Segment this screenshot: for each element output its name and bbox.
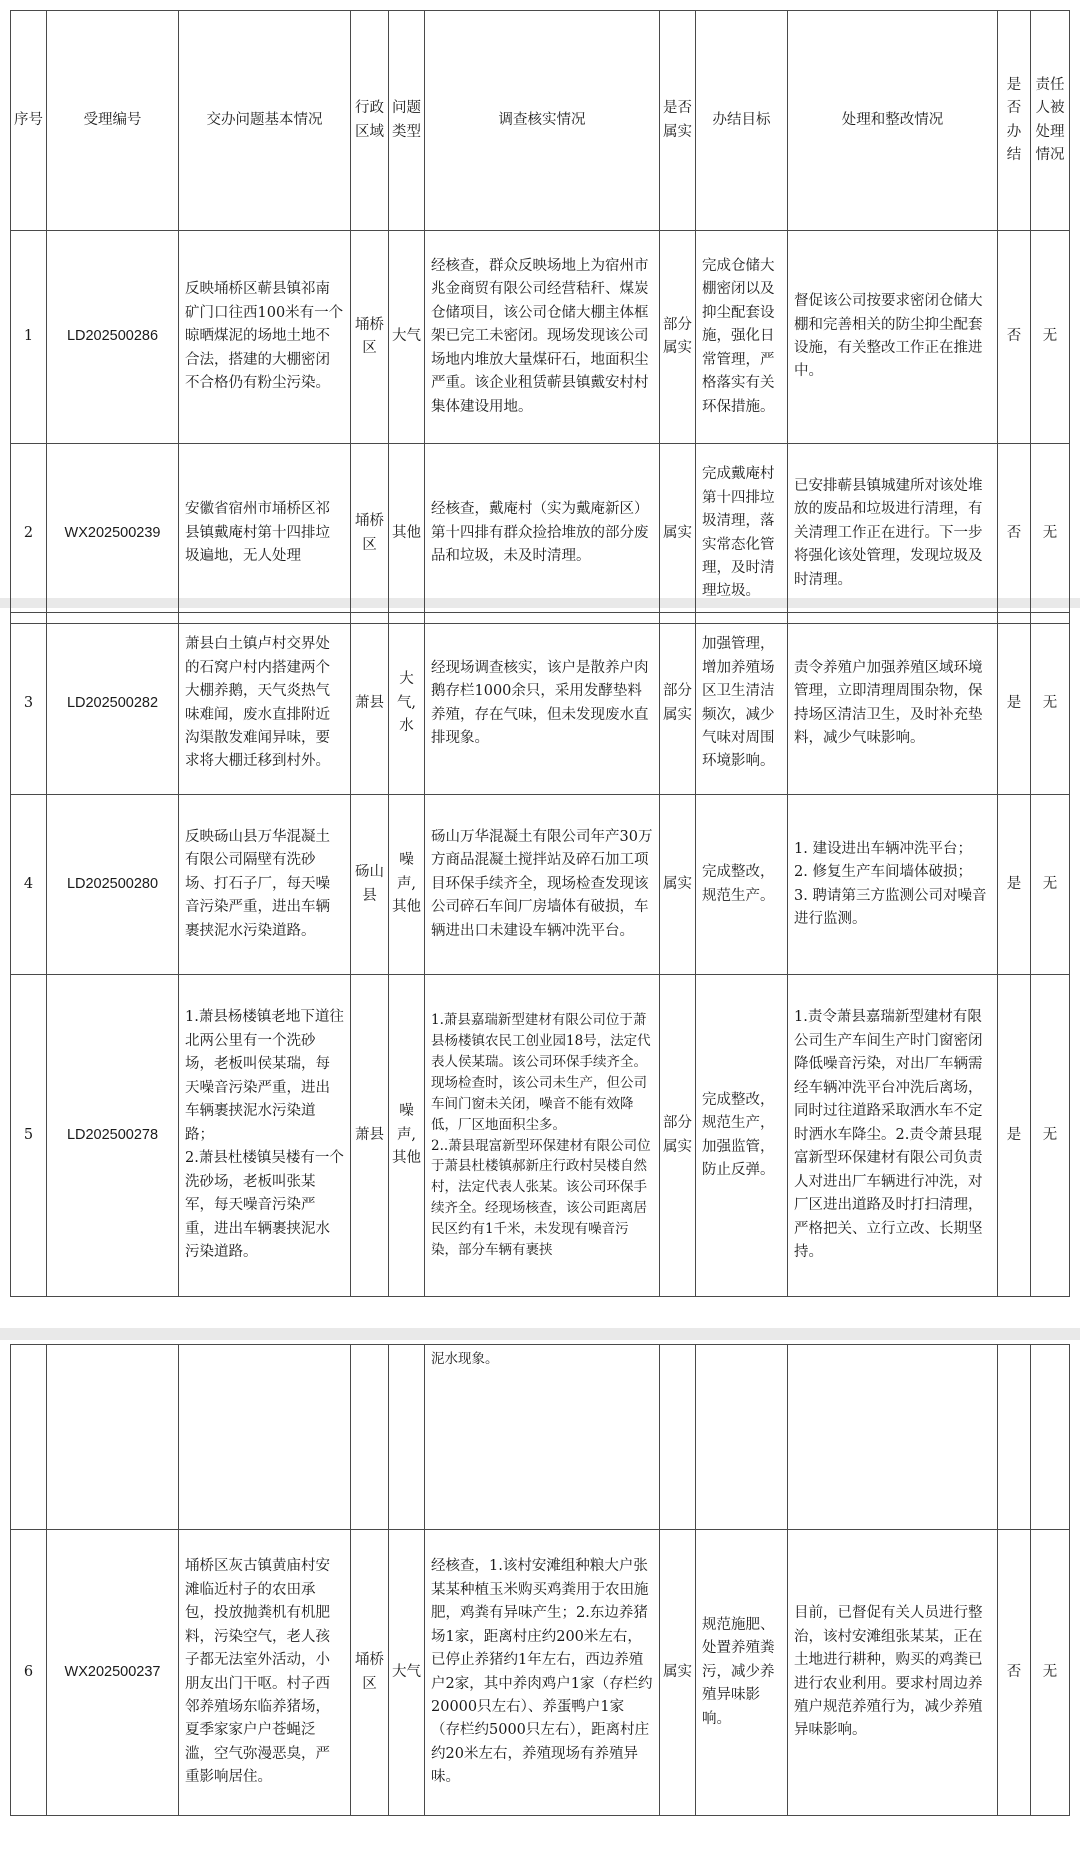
- cell-no: 6: [11, 1530, 47, 1816]
- table-row: [11, 1530, 1070, 1816]
- cell-handling: 已安排蕲县镇城建所对该处堆放的废品和垃圾进行清理，有关清理工作正在进行。下一步将强化该处管理，发现垃圾及时清理。: [788, 444, 998, 624]
- cell-survey: 经核查，戴庵村（实为戴庵新区）第十四排有群众捡拾堆放的部分废品和垃圾，未及时清理。: [425, 444, 660, 624]
- table-header-row: [11, 11, 1070, 231]
- cell-code: [47, 1345, 179, 1530]
- cell-closed: 否: [998, 1530, 1031, 1816]
- cell-code: LD202500280: [47, 795, 179, 975]
- cell-handling: 责令养殖户加强养殖区域环境管理，立即清理周围杂物，保持场区清洁卫生，及时补充垫料，减少气味影响。: [788, 613, 998, 795]
- cell-type: 噪声,其他: [389, 975, 425, 1297]
- header-verified: 是否属实: [660, 11, 696, 231]
- cell-closed: 是: [998, 613, 1031, 795]
- table-page-1: [10, 10, 1070, 624]
- header-handling: 处理和整改情况: [788, 11, 998, 231]
- cell-handling: 督促该公司按要求密闭仓储大棚和完善相关的防尘抑尘配套设施，有关整改工作正在推进中。: [788, 231, 998, 444]
- cell-type: 其他: [389, 444, 425, 624]
- cell-verified: [660, 1345, 696, 1530]
- cell-punished: 无: [1031, 975, 1070, 1297]
- cell-punished: 无: [1031, 795, 1070, 975]
- cell-region: [351, 1345, 389, 1530]
- cell-issue: 1.萧县杨楼镇老地下道往北两公里有一个洗砂场，老板叫侯某瑞，每天噪音污染严重，进出车辆裹挟泥水污染道路； 2.萧县杜楼镇吴楼有一个洗砂场，老板叫张某军，每天噪音污染严重，进出车辆裹挟泥水污染道路。: [179, 975, 351, 1297]
- cell-code: LD202500286: [47, 231, 179, 444]
- cell-verified: 属实: [660, 795, 696, 975]
- cell-verified: 部分属实: [660, 975, 696, 1297]
- cell-region: 萧县: [351, 613, 389, 795]
- header-type: 问题类型: [389, 11, 425, 231]
- cell-code: WX202500239: [47, 444, 179, 624]
- cell-verified: 部分属实: [660, 613, 696, 795]
- cell-region: 埇桥区: [351, 444, 389, 624]
- cell-goal: 完成整改，规范生产，加强监管，防止反弹。: [696, 975, 788, 1297]
- cell-no: [11, 1345, 47, 1530]
- cell-no: 4: [11, 795, 47, 975]
- cell-goal: 加强管理，增加养殖场区卫生清洁频次，减少气味对周围环境影响。: [696, 613, 788, 795]
- header-code: 受理编号: [47, 11, 179, 231]
- cell-goal: 完成戴庵村第十四排垃圾清理，落实常态化管理，及时清理垃圾。: [696, 444, 788, 624]
- cell-verified: 部分属实: [660, 231, 696, 444]
- cell-type: 大气: [389, 1530, 425, 1816]
- cell-punished: 无: [1031, 231, 1070, 444]
- cell-no: 2: [11, 444, 47, 624]
- table-page-2: [10, 612, 1070, 1297]
- table-row: [11, 795, 1070, 975]
- cell-survey: 经核查，1.该村安滩组种粮大户张某某种植玉米购买鸡粪用于农田施肥，鸡粪有异味产生；2.东边养猪场1家，距离村庄约200米左右，已停止养猪约1年左右，西边养殖户2家，其中养肉鸡户1家（存栏约20000只左右）、养蛋鸭户1家（存栏约5000只左右），距离村庄约20米左右，养殖现场有养殖异味。: [425, 1530, 660, 1816]
- cell-region: 埇桥区: [351, 231, 389, 444]
- cell-region: 埇桥区: [351, 1530, 389, 1816]
- cell-code: LD202500282: [47, 613, 179, 795]
- cell-closed: 是: [998, 975, 1031, 1297]
- header-no: 序号: [11, 11, 47, 231]
- cell-goal: 完成仓储大棚密闭以及抑尘配套设施，强化日常管理，严格落实有关环保措施。: [696, 231, 788, 444]
- cell-survey: 经核查，群众反映场地上为宿州市兆金商贸有限公司经营秸秆、煤炭仓储项目，该公司仓储大棚主体框架已完工未密闭。现场发现该公司场地内堆放大量煤矸石，地面积尘严重。该企业租赁蕲县镇戴安村村集体建设用地。: [425, 231, 660, 444]
- cell-goal: [696, 1345, 788, 1530]
- table-page-3: [10, 1344, 1070, 1816]
- cell-issue: 埇桥区灰古镇黄庙村安滩临近村子的农田承包，投放抛粪机有机肥料，污染空气，老人孩子都无法室外活动，小朋友出门干呕。村子西邻养殖场东临养猪场，夏季家家户户苍蝇泛滥，空气弥漫恶臭，严重影响居住。: [179, 1530, 351, 1816]
- cell-closed: 否: [998, 231, 1031, 444]
- cell-type: [389, 1345, 425, 1530]
- cell-handling: 1. 建设进出车辆冲洗平台； 2. 修复生产车间墙体破损； 3. 聘请第三方监测公司对噪音进行监测。: [788, 795, 998, 975]
- cell-verified: 属实: [660, 444, 696, 624]
- cell-survey: 1.萧县嘉瑞新型建材有限公司位于萧县杨楼镇农民工创业园18号，法定代表人侯某瑞。该公司环保手续齐全。现场检查时，该公司未生产，但公司车间门窗未关闭，噪音不能有效降低，厂区地面积尘多。 2..萧县琨富新型环保建材有限公司位于萧县杜楼镇郝新庄行政村吴楼自然村，法定代表人张某。该公司环保手续齐全。经现场核查，该公司距离居民区约有1千米，未发现有噪音污染，部分车辆有裹挟: [425, 975, 660, 1297]
- cell-type: 大气,水: [389, 613, 425, 795]
- cell-no: 1: [11, 231, 47, 444]
- cell-survey: 经现场调查核实，该户是散养户肉鹅存栏1000余只，采用发酵垫料养殖，存在气味，但未发现废水直排现象。: [425, 613, 660, 795]
- cell-code: LD202500278: [47, 975, 179, 1297]
- cell-no: 5: [11, 975, 47, 1297]
- header-punished: 责任人被处理情况: [1031, 11, 1070, 231]
- cell-punished: 无: [1031, 613, 1070, 795]
- cell-code: WX202500237: [47, 1530, 179, 1816]
- header-region: 行政区域: [351, 11, 389, 231]
- cell-issue: 安徽省宿州市埇桥区祁县镇戴庵村第十四排垃圾遍地，无人处理: [179, 444, 351, 624]
- cell-type: 大气: [389, 231, 425, 444]
- header-goal: 办结目标: [696, 11, 788, 231]
- header-issue: 交办问题基本情况: [179, 11, 351, 231]
- cell-issue: 反映砀山县万华混凝土有限公司隔壁有洗砂场、打石子厂，每天噪音污染严重，进出车辆裹挟泥水污染道路。: [179, 795, 351, 975]
- table-row: [11, 975, 1070, 1297]
- cell-handling: [788, 1345, 998, 1530]
- cell-goal: 完成整改，规范生产。: [696, 795, 788, 975]
- cell-type: 噪声,其他: [389, 795, 425, 975]
- cell-handling: 1.责令萧县嘉瑞新型建材有限公司生产车间生产时门窗密闭降低噪音污染，对出厂车辆需经车辆冲洗平台冲洗后离场，同时过往道路采取洒水车不定时洒水车降尘。2.责令萧县琨富新型环保建材有限公司负责人对进出厂车辆进行冲洗，对厂区进出道路及时打扫清理，严格把关、立行立改、长期坚持。: [788, 975, 998, 1297]
- table-row: [11, 444, 1070, 624]
- cell-region: 砀山县: [351, 795, 389, 975]
- cell-closed: 是: [998, 795, 1031, 975]
- cell-survey-continued: 泥水现象。: [425, 1345, 660, 1530]
- cell-closed: [998, 1345, 1031, 1530]
- cell-closed: 否: [998, 444, 1031, 624]
- cell-region: 萧县: [351, 975, 389, 1297]
- cell-punished: 无: [1031, 1530, 1070, 1816]
- cell-issue: [179, 1345, 351, 1530]
- table-row: [11, 613, 1070, 795]
- table-row: [11, 231, 1070, 444]
- cell-verified: 属实: [660, 1530, 696, 1816]
- table-row-continuation: [11, 1345, 1070, 1530]
- cell-punished: [1031, 1345, 1070, 1530]
- cell-survey: 砀山万华混凝土有限公司年产30万方商品混凝土搅拌站及碎石加工项目环保手续齐全，现场检查发现该公司碎石车间厂房墙体有破损，车辆进出口未建设车辆冲洗平台。: [425, 795, 660, 975]
- cell-no: 3: [11, 613, 47, 795]
- cell-issue: 萧县白土镇卢村交界处的石窝户村内搭建两个大棚养鹅，天气炎热气味难闻，废水直排附近沟渠散发难闻异味，要求将大棚迁移到村外。: [179, 613, 351, 795]
- cell-issue: 反映埇桥区蕲县镇祁南矿门口往西100米有一个晾晒煤泥的场地土地不合法，搭建的大棚密闭不合格仍有粉尘污染。: [179, 231, 351, 444]
- cell-punished: 无: [1031, 444, 1070, 624]
- cell-goal: 规范施肥、处置养殖粪污，减少养殖异味影响。: [696, 1530, 788, 1816]
- page-break-band: [0, 1328, 1080, 1340]
- cell-handling: 目前，已督促有关人员进行整治，该村安滩组张某某，正在土地进行耕种，购买的鸡粪已进行农业利用。要求村周边养殖户规范养殖行为，减少养殖异味影响。: [788, 1530, 998, 1816]
- header-survey: 调查核实情况: [425, 11, 660, 231]
- header-closed: 是否办结: [998, 11, 1031, 231]
